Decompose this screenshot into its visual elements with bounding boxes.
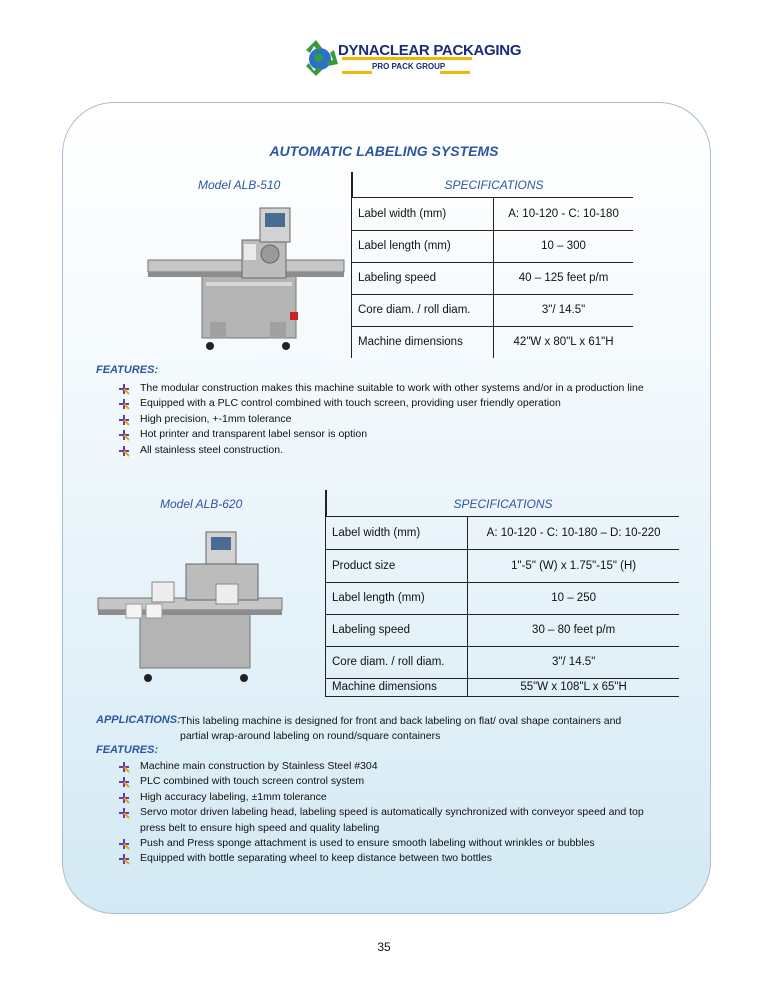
spec-value: 10 – 300 xyxy=(494,230,633,262)
spec-label: Labeling speed xyxy=(326,614,468,646)
arrow-bullet-icon xyxy=(118,445,130,457)
page-number: 35 xyxy=(377,940,391,954)
table-row xyxy=(326,582,680,614)
table-divider xyxy=(325,516,679,517)
features-list-alb-620 xyxy=(118,759,668,867)
list-item: High accuracy labeling, ±1mm tolerance xyxy=(118,790,668,805)
list-item: High precision, +-1mm tolerance xyxy=(118,412,658,427)
spec-label: Machine dimensions xyxy=(326,678,468,696)
features-list-alb-510 xyxy=(118,381,658,458)
brand-subname: PRO PACK GROUP xyxy=(372,62,446,71)
arrow-bullet-icon xyxy=(118,761,130,773)
list-item: Hot printer and transparent label sensor is option xyxy=(118,427,658,442)
applications-text-line2: partial wrap-around labeling on round/square containers xyxy=(180,730,441,742)
list-item: All stainless steel construction. xyxy=(118,443,658,458)
arrow-bullet-icon xyxy=(118,792,130,804)
arrow-bullet-icon xyxy=(118,838,130,850)
spec-value: 30 – 80 feet p/m xyxy=(468,614,679,646)
spec-label: Label length (mm) xyxy=(326,582,468,614)
table-row xyxy=(326,549,680,582)
table-row xyxy=(326,678,680,696)
spec-label: Label length (mm) xyxy=(352,230,494,262)
model-alb-510: Model ALB-510 xyxy=(198,178,281,192)
spec-table-alb-510 xyxy=(351,198,633,358)
spec-value: 42"W x 80"L x 61"H xyxy=(494,326,633,358)
table-row xyxy=(352,198,634,230)
spec-value: 10 – 250 xyxy=(468,582,679,614)
table-row xyxy=(326,614,680,646)
table-row xyxy=(352,230,634,262)
list-item: Equipped with a PLC control combined with touch screen, providing user friendly operation xyxy=(118,396,658,411)
spec-value: 55"W x 108"L x 65"H xyxy=(468,678,679,696)
page-title: AUTOMATIC LABELING SYSTEMS xyxy=(269,143,499,159)
spec-title-alb-510: SPECIFICATIONS xyxy=(444,178,544,192)
machine-alb-510-image xyxy=(146,200,346,352)
arrow-bullet-icon xyxy=(118,414,130,426)
list-item: Push and Press sponge attachment is used to ensure smooth labeling without wrinkles or bubbles xyxy=(118,836,668,851)
spec-value: A: 10-120 - C: 10-180 xyxy=(494,198,633,230)
table-divider xyxy=(351,197,633,198)
spec-label: Core diam. / roll diam. xyxy=(326,646,468,678)
spec-value: 40 – 125 feet p/m xyxy=(494,262,633,294)
list-item: Servo motor driven labeling head, labeling speed is automatically synchronized with conveyor speed and top press belt to ensure high speed and quality labeling xyxy=(118,805,668,836)
features-label-alb-620: FEATURES: xyxy=(96,744,159,756)
arrow-bullet-icon xyxy=(118,398,130,410)
list-item: The modular construction makes this machine suitable to work with other systems and/or in a production line xyxy=(118,381,658,396)
table-row xyxy=(326,646,680,678)
spec-label: Labeling speed xyxy=(352,262,494,294)
applications-label: APPLICATIONS: xyxy=(96,714,181,726)
machine-alb-620-image xyxy=(96,526,284,686)
applications-text-line1: This labeling machine is designed for front and back labeling on flat/ oval shape containers and xyxy=(180,715,622,727)
spec-value: 3"/ 14.5" xyxy=(494,294,633,326)
recycle-globe-icon xyxy=(298,36,342,80)
spec-label: Machine dimensions xyxy=(352,326,494,358)
table-row xyxy=(326,517,680,549)
arrow-bullet-icon xyxy=(118,776,130,788)
arrow-bullet-icon xyxy=(118,383,130,395)
table-divider xyxy=(351,172,353,198)
list-item: Machine main construction by Stainless Steel #304 xyxy=(118,759,668,774)
arrow-bullet-icon xyxy=(118,429,130,441)
table-divider xyxy=(325,490,327,517)
spec-label: Core diam. / roll diam. xyxy=(352,294,494,326)
model-alb-620: Model ALB-620 xyxy=(160,497,243,511)
table-row xyxy=(352,326,634,358)
spec-value: A: 10-120 - C: 10-180 – D: 10-220 xyxy=(468,517,679,549)
table-row xyxy=(352,262,634,294)
spec-value: 1"-5" (W) x 1.75"-15" (H) xyxy=(468,549,679,582)
list-item: PLC combined with touch screen control system xyxy=(118,774,668,789)
features-label-alb-510: FEATURES: xyxy=(96,364,159,376)
arrow-bullet-icon xyxy=(118,807,130,819)
brand-name: DYNACLEAR PACKAGING xyxy=(338,42,522,59)
spec-label: Label width (mm) xyxy=(352,198,494,230)
spec-title-alb-620: SPECIFICATIONS xyxy=(453,497,553,511)
spec-table-alb-620 xyxy=(325,517,679,697)
spec-label: Label width (mm) xyxy=(326,517,468,549)
list-item: Equipped with bottle separating wheel to keep distance between two bottles xyxy=(118,851,668,866)
spec-value: 3"/ 14.5" xyxy=(468,646,679,678)
spec-label: Product size xyxy=(326,549,468,582)
arrow-bullet-icon xyxy=(118,853,130,865)
table-row xyxy=(352,294,634,326)
